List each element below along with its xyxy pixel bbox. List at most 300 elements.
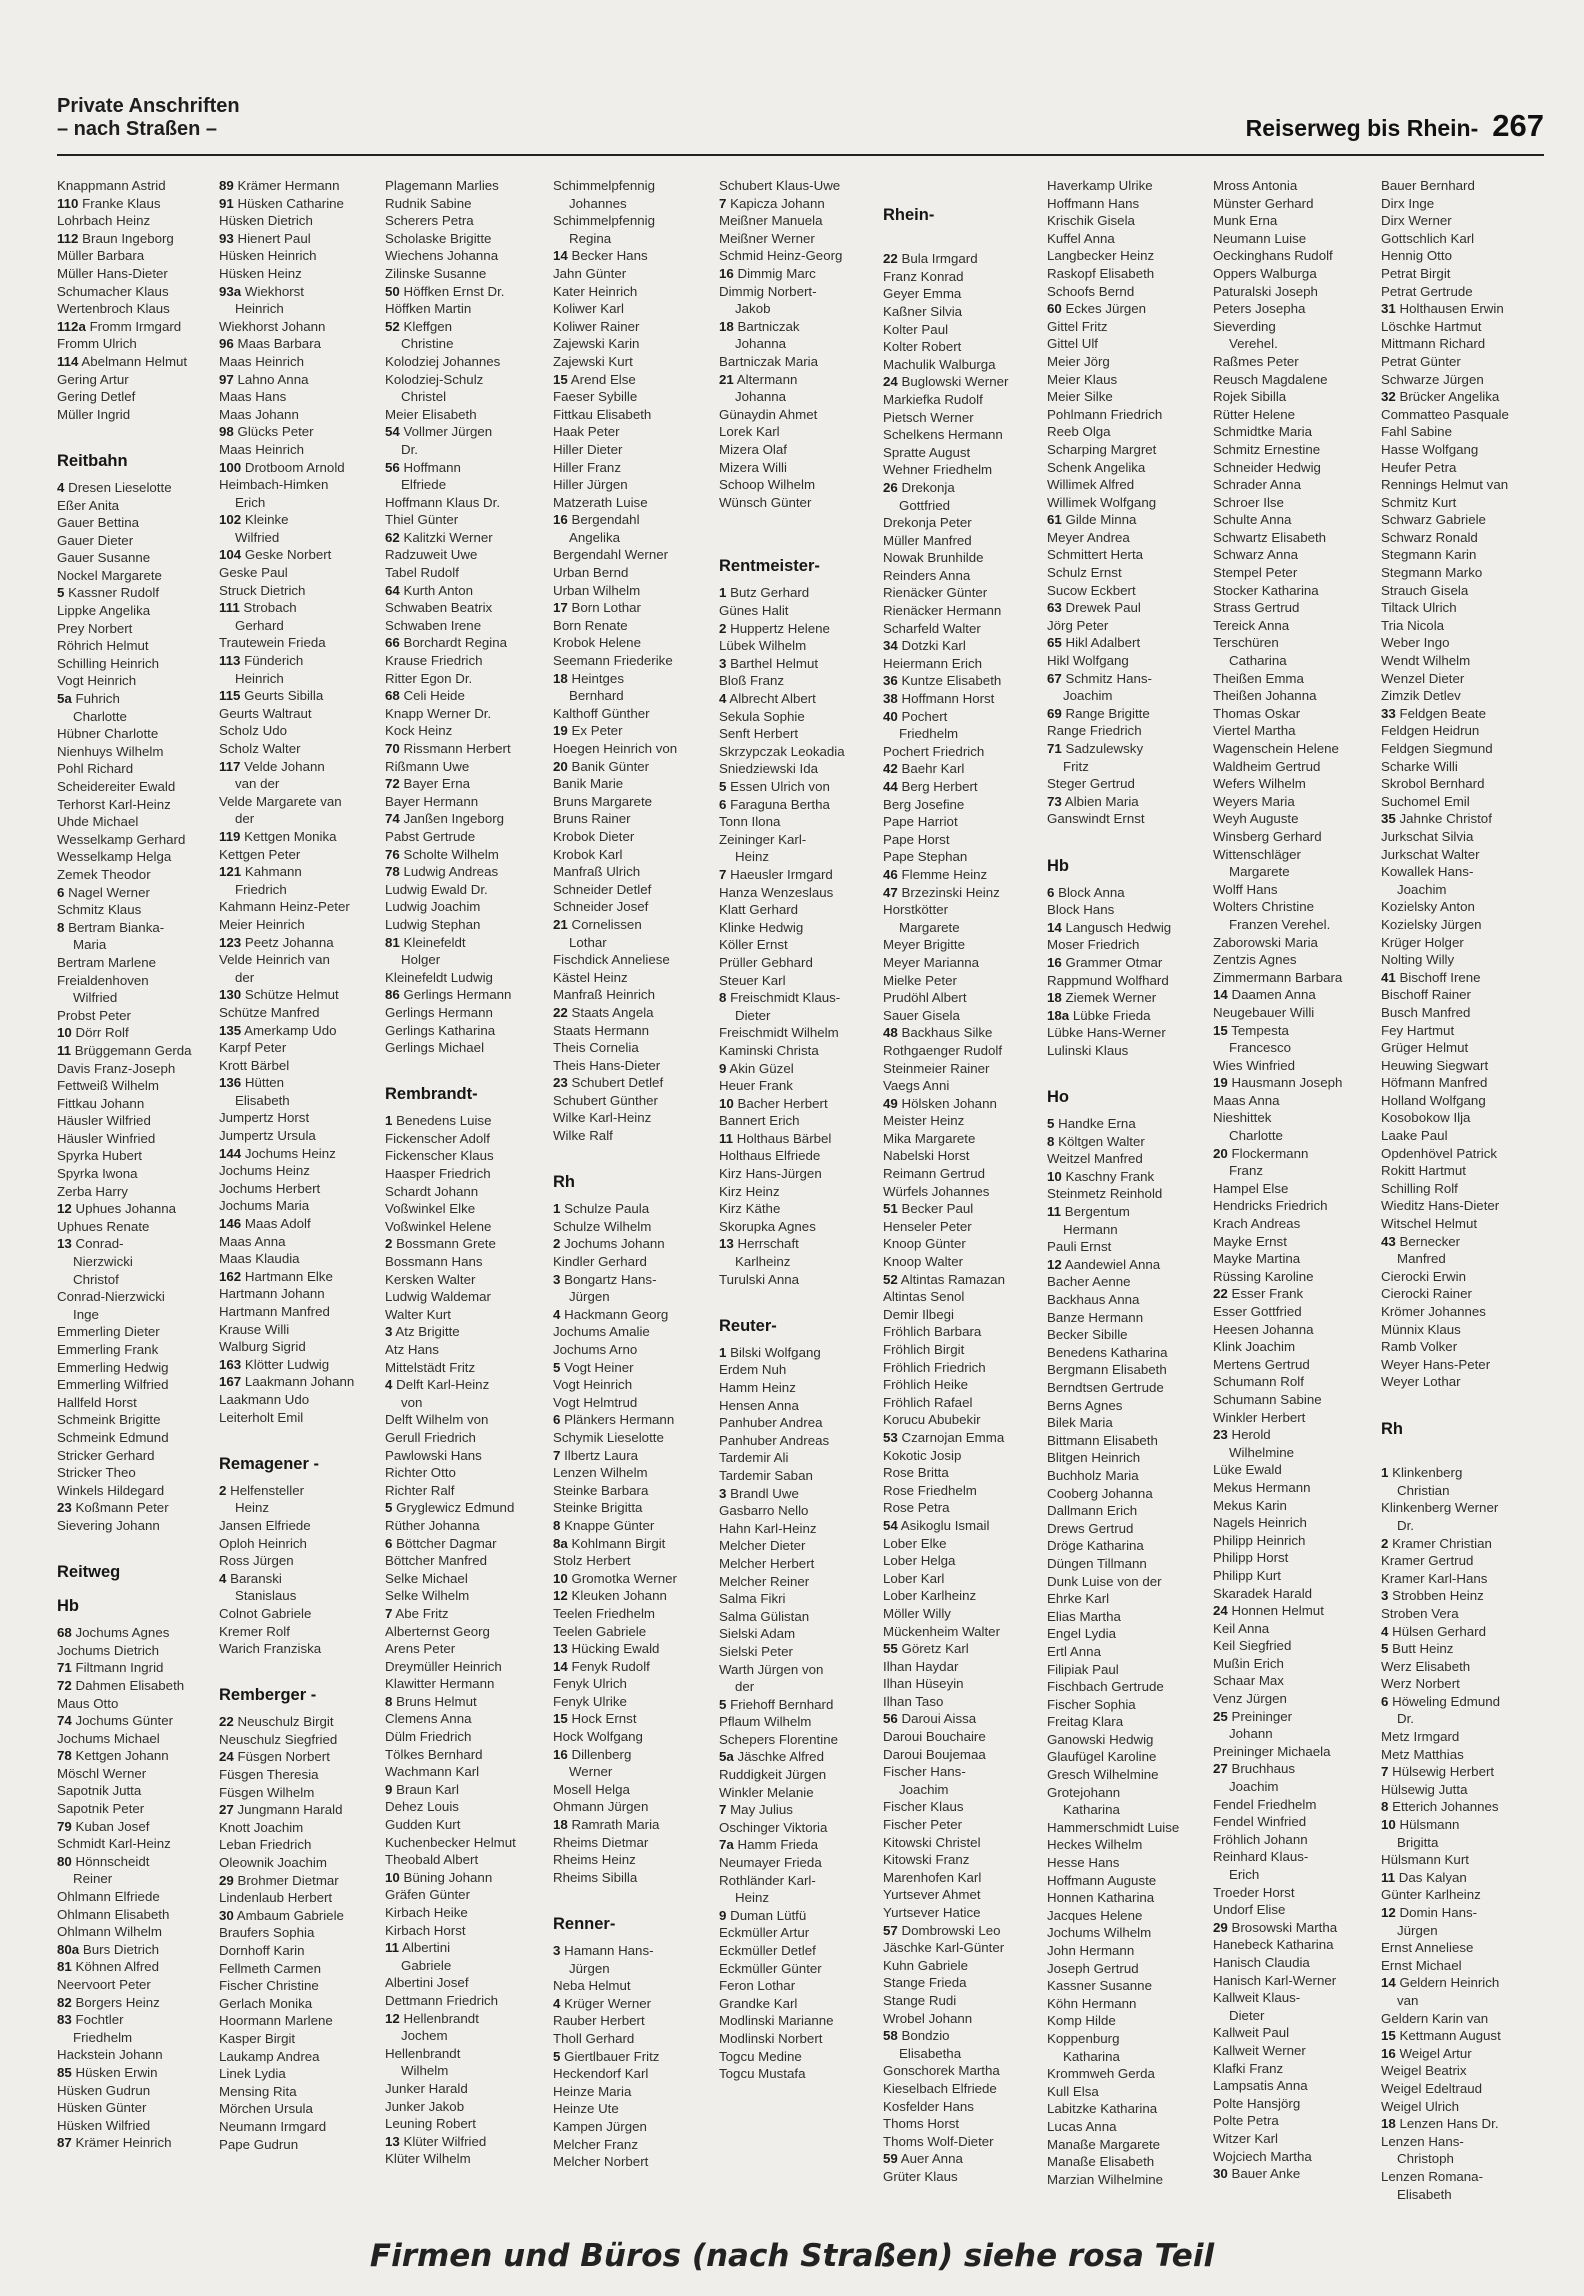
resident-name: Melcher Reiner — [719, 1573, 810, 1589]
directory-entry — [1047, 1520, 1209, 1538]
directory-entry — [719, 602, 879, 620]
directory-entry — [1213, 1057, 1375, 1075]
spacer — [219, 1658, 371, 1676]
resident-name: Schubert Klaus-Uwe — [719, 178, 841, 193]
directory-entry — [57, 479, 205, 497]
directory-entry — [219, 1535, 371, 1553]
directory-entry — [553, 1057, 709, 1075]
entry-continuation: der — [235, 811, 255, 827]
resident-name: Gottschlich Karl — [1381, 230, 1475, 246]
directory-entry — [553, 1394, 709, 1412]
resident-name: Plänkers Hermann — [564, 1412, 675, 1428]
resident-name: Domin Hans- — [1399, 1905, 1478, 1920]
resident-name: Kuban Josef — [75, 1818, 150, 1834]
house-number: 51 — [883, 1201, 898, 1217]
directory-entry — [883, 479, 1043, 497]
house-number: 61 — [1047, 512, 1062, 528]
house-number: 80 — [57, 1853, 72, 1869]
column-3 — [385, 177, 539, 2168]
resident-name: Struck Dietrich — [219, 582, 306, 598]
house-number: 14 — [553, 248, 568, 264]
directory-entry — [219, 247, 371, 265]
resident-name: Fochtler — [75, 2012, 124, 2028]
directory-entry — [883, 972, 1043, 990]
resident-name: Wieditz Hans-Dieter — [1381, 1198, 1500, 1214]
resident-name: Klatt Gerhard — [719, 902, 799, 918]
resident-name: Ernst Michael — [1381, 1957, 1462, 1973]
resident-name: Stolz Herbert — [553, 1553, 631, 1569]
directory-entry — [385, 353, 539, 371]
directory-entry — [553, 1376, 709, 1394]
resident-name: Mertens Gertrud — [1213, 1356, 1310, 1372]
spacer — [883, 177, 1043, 195]
house-number: 10 — [553, 1570, 568, 1586]
resident-name: Trautewein Frieda — [219, 635, 326, 651]
resident-name: Bauer Bernhard — [1381, 178, 1475, 193]
directory-entry — [57, 620, 205, 638]
resident-name: Fendel Winfried — [1213, 1814, 1307, 1830]
resident-name: Peetz Johanna — [244, 934, 334, 950]
house-number: 6 — [385, 1535, 393, 1551]
directory-entry — [219, 1356, 371, 1374]
resident-name: Maus Otto — [57, 1695, 119, 1711]
column-1 — [57, 177, 205, 2152]
directory-entry — [1213, 2024, 1375, 2042]
directory-entry — [719, 283, 879, 301]
resident-name: Bruns Rainer — [553, 811, 631, 827]
house-number: 33 — [1381, 705, 1396, 721]
resident-name: Schoofs Bernd — [1047, 283, 1135, 299]
directory-entry — [719, 441, 879, 459]
directory-entry — [883, 1957, 1043, 1975]
directory-entry — [385, 1235, 539, 1253]
resident-name: Nolting Willy — [1381, 952, 1455, 968]
resident-name: Kramer Gertrud — [1381, 1553, 1474, 1569]
resident-name: Wojciech Martha — [1213, 2148, 1312, 2164]
entry-continuation: Dieter — [735, 1007, 771, 1023]
directory-entry — [553, 916, 709, 934]
directory-entry — [553, 1798, 709, 1816]
directory-entry — [883, 1235, 1043, 1253]
directory-entry — [883, 1763, 1043, 1781]
directory-entry — [883, 549, 1043, 567]
house-number: 20 — [1213, 1145, 1228, 1161]
entry-continuation: Jürgen — [569, 1960, 610, 1976]
directory-entry — [1213, 1848, 1375, 1866]
directory-entry — [57, 1659, 205, 1677]
directory-entry — [1381, 1233, 1547, 1251]
house-number: 54 — [385, 424, 400, 440]
directory-entry — [1381, 846, 1547, 864]
directory-entry — [57, 655, 205, 673]
directory-entry — [219, 1303, 371, 1321]
running-header — [1246, 108, 1544, 144]
street-heading: Rentmeister- — [719, 557, 820, 576]
resident-name: Hausmann Joseph — [1231, 1075, 1343, 1091]
directory-entry — [57, 1007, 205, 1025]
resident-name: Dornhoff Karin — [219, 1943, 305, 1958]
directory-entry — [719, 796, 879, 814]
resident-name: Kalthoff Günther — [553, 705, 650, 721]
resident-name: Bayer Erna — [403, 776, 471, 792]
resident-name: Lorek Karl — [719, 424, 780, 440]
resident-name: Kolter Robert — [883, 339, 962, 355]
resident-name: Benedens Luise — [396, 1113, 492, 1129]
directory-entry — [719, 1766, 879, 1784]
directory-entry — [883, 1024, 1043, 1042]
directory-entry — [1381, 1092, 1547, 1110]
house-number: 50 — [385, 283, 400, 299]
directory-entry — [883, 1095, 1043, 1113]
resident-name: Kettmann August — [1399, 2028, 1501, 2044]
directory-entry — [1381, 1162, 1547, 1180]
resident-name: Tereick Anna — [1213, 617, 1290, 633]
house-number: 5 — [719, 1696, 727, 1712]
directory-entry — [553, 1411, 709, 1429]
street-heading: Renner- — [553, 1915, 616, 1933]
directory-entry — [883, 620, 1043, 638]
house-number: 74 — [57, 1713, 72, 1729]
resident-name: Zerba Harry — [57, 1183, 128, 1199]
resident-name: Jörg Peter — [1047, 617, 1109, 633]
resident-name: Winsberg Gerhard — [1213, 828, 1322, 844]
house-number: 3 — [1381, 1588, 1389, 1604]
house-number: 10 — [57, 1025, 72, 1041]
resident-name: Bergendahl Werner — [553, 547, 669, 563]
resident-name: Maas Anna — [219, 1233, 286, 1249]
resident-name: Mosell Helga — [553, 1781, 630, 1797]
directory-entry — [719, 813, 879, 831]
resident-name: Hoegen Heinrich von — [553, 741, 678, 756]
directory-entry — [883, 2168, 1043, 2186]
directory-entry — [219, 423, 371, 441]
house-number: 2 — [1381, 1535, 1389, 1551]
directory-entry — [57, 1394, 205, 1412]
house-number: 52 — [883, 1271, 898, 1287]
resident-name: Hamm Frieda — [737, 1837, 819, 1853]
directory-entry — [883, 250, 1043, 268]
spacer — [57, 423, 205, 441]
entry-continuation: Joachim — [1063, 688, 1113, 704]
house-number: 63 — [1047, 600, 1062, 616]
directory-entry — [719, 1183, 879, 1201]
resident-name: Schwaben Irene — [385, 617, 482, 633]
resident-name: Jochums Maria — [219, 1198, 310, 1214]
resident-name: Venz Jürgen — [1213, 1691, 1287, 1707]
house-number: 113 — [219, 653, 241, 669]
directory-entry — [719, 1537, 879, 1555]
resident-name: Etterich Johannes — [1392, 1799, 1499, 1815]
spacer — [57, 1535, 205, 1553]
resident-name: Neba Helmut — [553, 1978, 631, 1994]
resident-name: Böttcher Manfred — [385, 1553, 487, 1569]
resident-name: Teelen Friedhelm — [553, 1605, 655, 1621]
resident-name: Jurkschat Walter — [1381, 846, 1480, 862]
resident-name: Steinmeier Rainer — [883, 1060, 990, 1076]
house-number: 15 — [1381, 2028, 1396, 2044]
resident-name: Dülm Friedrich — [385, 1729, 472, 1745]
directory-entry — [1213, 1813, 1375, 1831]
resident-name: Rothgaenger Rudolf — [883, 1042, 1003, 1058]
resident-name: Wachmann Karl — [385, 1764, 480, 1780]
house-number: 18a — [1047, 1007, 1070, 1023]
resident-name: Klinkenberg — [1392, 1465, 1463, 1481]
resident-name: Teelen Gabriele — [553, 1623, 647, 1639]
resident-name: Koppenburg — [1047, 2030, 1120, 2046]
directory-entry — [553, 1022, 709, 1040]
resident-name: Jochums Michael — [57, 1730, 160, 1746]
resident-name: Krüger Werner — [564, 1995, 652, 2011]
directory-entry — [1047, 1291, 1209, 1309]
directory-entry — [57, 1482, 205, 1500]
spacer — [883, 233, 1043, 251]
directory-entry — [1213, 934, 1375, 952]
resident-name: Lenzen Romana- — [1381, 2168, 1484, 2184]
directory-entry — [883, 1992, 1043, 2010]
resident-name: Kosobokow Ilja — [1381, 1110, 1471, 1126]
directory-entry — [57, 584, 205, 602]
resident-name: Grüger Helmut — [1381, 1040, 1469, 1056]
house-number: 7 — [553, 1447, 561, 1463]
directory-entry — [219, 1022, 371, 1040]
directory-entry — [719, 972, 879, 990]
resident-name: Neumann Irmgard — [219, 2118, 327, 2134]
directory-entry — [883, 461, 1043, 479]
directory-entry — [385, 898, 539, 916]
directory-entry — [1047, 1960, 1209, 1978]
directory-entry — [883, 444, 1043, 462]
entry-continuation: Katharina — [1063, 2048, 1120, 2064]
directory-entry — [719, 247, 879, 265]
directory-entry — [219, 2012, 371, 2030]
resident-name: Vogt Heinrich — [57, 673, 137, 689]
house-number: 34 — [883, 638, 898, 654]
house-number: 8 — [719, 990, 727, 1006]
house-number: 22 — [219, 1714, 234, 1730]
directory-entry — [385, 1323, 539, 1341]
resident-name: Ilhan Haydar — [883, 1658, 959, 1674]
resident-name: Ilhan Taso — [883, 1693, 944, 1709]
house-number: 10 — [1047, 1168, 1062, 1184]
resident-name: Spratte August — [883, 444, 971, 460]
resident-name: Kettgen Peter — [219, 846, 301, 862]
resident-name: Joseph Gertrud — [1047, 1960, 1139, 1976]
house-number: 10 — [719, 1095, 734, 1111]
resident-name: Uhde Michael — [57, 814, 139, 830]
resident-name: Gering Detlef — [57, 389, 136, 405]
directory-entry — [219, 1391, 371, 1409]
house-number: 23 — [1213, 1427, 1228, 1443]
resident-name: Bongartz Hans- — [564, 1271, 657, 1287]
resident-name: Sauer Gisela — [883, 1007, 960, 1023]
directory-entry — [1381, 1268, 1547, 1286]
directory-entry — [219, 1409, 371, 1427]
directory-entry — [1381, 1197, 1547, 1215]
resident-name: Fenyk Rudolf — [571, 1658, 650, 1674]
directory-entry — [719, 1555, 879, 1573]
house-number: 121 — [219, 864, 242, 880]
directory-entry — [1381, 1816, 1547, 1834]
resident-name: Fischer Sophia — [1047, 1696, 1136, 1712]
directory-entry — [1213, 494, 1375, 512]
directory-entry — [883, 303, 1043, 321]
directory-entry — [385, 1693, 539, 1711]
resident-name: Hartmann Elke — [244, 1268, 333, 1284]
directory-entry — [1213, 1022, 1375, 1040]
resident-name: Freitag Klara — [1047, 1714, 1124, 1730]
directory-entry — [57, 813, 205, 831]
directory-entry — [1047, 936, 1209, 954]
resident-name: Sieverding — [1213, 318, 1276, 334]
directory-entry — [883, 796, 1043, 814]
house-number: 15 — [553, 1711, 568, 1727]
resident-name: Klawitter Hermann — [385, 1676, 495, 1692]
directory-entry — [1213, 810, 1375, 828]
resident-name: Marenhofen Karl — [883, 1869, 982, 1885]
directory-entry — [1381, 793, 1547, 811]
house-number: 23 — [553, 1075, 568, 1091]
resident-name: Auer Anna — [900, 2151, 963, 2167]
directory-entry — [1381, 969, 1547, 987]
directory-entry — [57, 1024, 205, 1042]
directory-entry — [553, 1816, 709, 1834]
directory-entry — [1047, 1731, 1209, 1749]
directory-entry — [57, 1624, 205, 1642]
directory-entry — [1047, 1344, 1209, 1362]
resident-name: Geske Paul — [219, 565, 288, 581]
directory-entry — [57, 2117, 205, 2135]
directory-entry — [1213, 1180, 1375, 1198]
directory-entry — [1047, 1661, 1209, 1679]
directory-entry — [883, 338, 1043, 356]
directory-entry — [883, 1869, 1043, 1887]
directory-entry — [883, 2080, 1043, 2098]
directory-entry — [553, 1306, 709, 1324]
resident-name: Butt Heinz — [1392, 1641, 1454, 1657]
directory-entry — [883, 2027, 1043, 2045]
directory-entry — [883, 1447, 1043, 1465]
entry-continuation: Christian — [1397, 1482, 1450, 1498]
resident-name: Metz Irmgard — [1381, 1729, 1460, 1745]
directory-entry — [719, 195, 879, 213]
directory-entry — [719, 230, 879, 248]
house-number: 18 — [553, 1817, 568, 1833]
directory-entry — [719, 1344, 879, 1362]
directory-entry — [1213, 2148, 1375, 2166]
resident-name: Kater Heinrich — [553, 283, 638, 299]
directory-entry — [219, 1338, 371, 1356]
resident-name: Dirx Inge — [1381, 195, 1435, 211]
heading-line-2: – nach Straßen – — [57, 118, 218, 140]
spacer — [553, 1145, 709, 1163]
resident-name: Prey Norbert — [57, 620, 133, 636]
directory-entry — [385, 1816, 539, 1834]
directory-entry — [1047, 634, 1209, 652]
directory-entry — [1213, 1884, 1375, 1902]
directory-entry — [219, 1180, 371, 1198]
directory-entry — [883, 708, 1043, 726]
directory-entry — [385, 1974, 539, 1992]
resident-name: Hoormann Marlene — [219, 2013, 333, 2029]
resident-name: Daamen Anna — [1231, 987, 1316, 1003]
resident-name: Laakmann Johann — [244, 1374, 355, 1390]
directory-entry — [719, 760, 879, 778]
resident-name: Röhrich Helmut — [57, 638, 149, 654]
directory-entry — [1381, 2010, 1547, 2028]
street-heading: Reitbahn — [57, 451, 128, 470]
directory-entry — [1047, 2100, 1209, 2118]
directory-entry — [57, 901, 205, 919]
directory-entry — [553, 722, 709, 740]
resident-name: Koliwer Rainer — [553, 318, 640, 334]
entry-continuation: Jakob — [735, 301, 771, 317]
directory-entry — [57, 1200, 205, 1218]
resident-name: Nagels Heinrich — [1213, 1515, 1307, 1531]
directory-entry — [385, 652, 539, 670]
resident-name: Radzuweit Uwe — [385, 547, 478, 563]
directory-entry — [553, 1039, 709, 1057]
house-number: 81 — [385, 934, 400, 950]
house-number: 24 — [883, 374, 898, 390]
resident-name: Heiermann Erich — [883, 655, 983, 671]
directory-entry — [1213, 1585, 1375, 1603]
directory-entry — [1381, 1499, 1547, 1517]
resident-name: Rütter Helene — [1213, 406, 1296, 422]
directory-entry — [219, 1285, 371, 1303]
directory-entry — [385, 459, 539, 477]
resident-name: Staats Hermann — [553, 1022, 650, 1038]
directory-entry — [219, 1960, 371, 1978]
resident-name: Holthaus Elfriede — [719, 1148, 821, 1164]
resident-name: Klinkenberg Werner — [1381, 1500, 1499, 1516]
directory-entry — [219, 1145, 371, 1163]
resident-name: Knoop Walter — [883, 1254, 964, 1270]
resident-name: Fittkau Johann — [57, 1095, 145, 1111]
resident-name: Fickenscher Adolf — [385, 1130, 490, 1146]
resident-name: Metz Matthias — [1381, 1746, 1464, 1762]
directory-entry — [1381, 687, 1547, 705]
resident-name: Köller Ernst — [719, 937, 788, 953]
resident-name: Scharke Willi — [1381, 758, 1458, 774]
directory-entry — [385, 1376, 539, 1394]
house-number: 4 — [553, 1306, 561, 1322]
resident-name: Seemann Friederike — [553, 653, 673, 669]
directory-entry — [57, 954, 205, 972]
resident-name: Skrobol Bernhard — [1381, 776, 1485, 792]
entry-continuation: von — [401, 1394, 423, 1410]
directory-entry — [553, 2118, 709, 2136]
resident-name: Fenyk Ulrich — [553, 1676, 627, 1692]
directory-entry — [1381, 775, 1547, 793]
directory-entry — [1213, 388, 1375, 406]
directory-entry — [883, 1288, 1043, 1306]
directory-entry — [883, 1060, 1043, 1078]
house-number: 12 — [1047, 1256, 1062, 1272]
directory-entry — [719, 901, 879, 919]
resident-name: Kieselbach Elfriede — [883, 2080, 997, 2096]
resident-name: Hüsken Gudrun — [57, 2082, 151, 2098]
directory-entry — [57, 2064, 205, 2082]
resident-name: Dresen Lieselotte — [68, 479, 172, 495]
directory-entry — [57, 972, 205, 990]
directory-entry — [883, 1429, 1043, 1447]
entry-continuation: Fritz — [1063, 758, 1089, 774]
resident-name: Hellenbrandt — [403, 2010, 479, 2026]
resident-name: Kolter Paul — [883, 321, 949, 337]
resident-name: Schwarz Ronald — [1381, 529, 1478, 545]
resident-name: Schütze Helmut — [244, 987, 339, 1003]
resident-name: Banik Marie — [553, 776, 624, 792]
